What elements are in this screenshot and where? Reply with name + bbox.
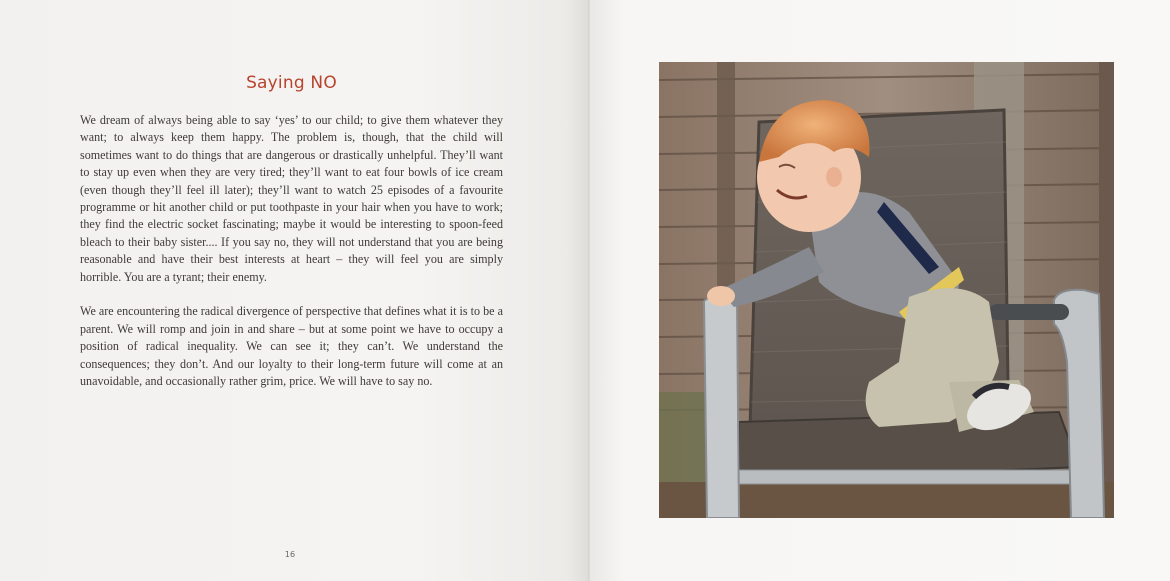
page-number: 16 [284,550,296,559]
page-title: Saying NO [246,73,337,93]
photo-child-crying-on-chair [659,62,1114,518]
paragraph-2: We are encountering the radical divergence of perspective that defines what it is to be a parent. We will romp and join in and share – but at some point we have to occupy a position of radical inequality. We can see it; they can’t. We understand the consequences; they don’t. And our loyalty to their long-term future will come at an unavoidable, and occasionally rather grim, price. We will have to say no. [80,304,503,389]
right-page [590,0,1170,581]
body-text [80,112,503,408]
paragraph-1: We dream of always being able to say ‘yes’ to our child; to give them whatever they want; to always keep them happy. The problem is, though, that the child will sometimes want to do things that are dangerous or drastically unhelpful. They’ll want to stay up even when they are very tired; they’ll want to eat four bowls of ice cream (even though they’ll feel ill later); they’ll want to watch 25 episodes of a favourite programme or hit another child or put toothpaste in your hair when you have to work; they find the electric socket fascinating; maybe it would be interesting to spoon-feed bleach to their baby sister.... If you say no, they will not understand that you are being reasonable and have their best interests at heart – they will feel you are simply horrible. You are a tyrant; their enemy. [80,113,503,284]
